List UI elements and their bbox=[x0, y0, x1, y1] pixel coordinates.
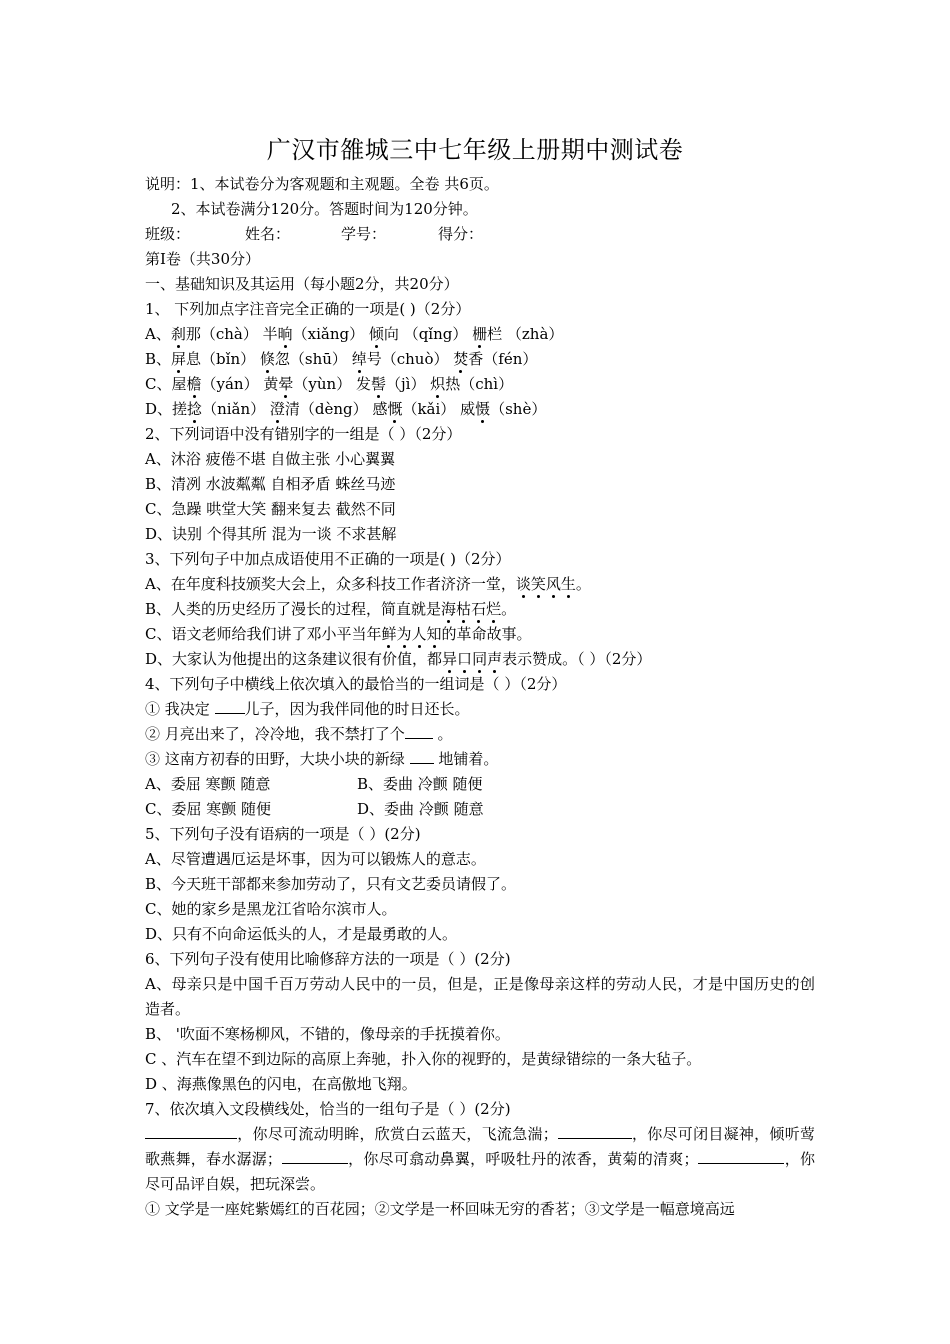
option-text: 香（fén） bbox=[468, 350, 538, 368]
question-3-option-b bbox=[145, 597, 815, 622]
option-text: 清（dèng） bbox=[284, 400, 373, 418]
notes-line-1: 说明：1、本试卷分为客观题和主观题。全卷 共6页。 bbox=[145, 175, 499, 193]
dotted-char: 刹 bbox=[171, 322, 186, 347]
question-2-option-a: A、沐浴 疲倦不堪 自做主张 小心翼翼 bbox=[145, 450, 396, 468]
fill-blank bbox=[145, 1123, 237, 1139]
option-label: B、 bbox=[145, 350, 172, 368]
question-3-option-a bbox=[145, 572, 815, 597]
option-label: D、 bbox=[145, 400, 173, 418]
dotted-char: 倏 bbox=[260, 347, 275, 372]
question-7-options: ① 文学是一座姹紫嫣红的百花园；②文学是一杯回味无穷的香茗；③文学是一幅意境高远 bbox=[145, 1200, 735, 1218]
dotted-char: 檐 bbox=[187, 372, 202, 397]
option-text: B、人类的历史经历了漫长的过程，简直就是 bbox=[145, 600, 442, 618]
dotted-idiom bbox=[442, 650, 502, 668]
option-text: 屋 bbox=[171, 375, 187, 393]
question-5-option-a: A、尽管遭遇厄运是坏事，因为可以锻炼人的意志。 bbox=[145, 850, 486, 868]
dotted-char: 笑 bbox=[531, 572, 546, 597]
dotted-char: 捻 bbox=[187, 397, 202, 422]
dotted-char: 栅 bbox=[472, 322, 487, 347]
option-text: 搓 bbox=[172, 400, 188, 418]
passage-text: ，你尽可流动明眸，欣赏白云蓝天，飞流急湍； bbox=[237, 1125, 558, 1143]
option-d: D、委曲 冷颤 随意 bbox=[357, 800, 484, 818]
dotted-char: 人 bbox=[412, 622, 427, 647]
dotted-char: 炽 bbox=[430, 372, 445, 397]
question-6-option-b: B、 '吹面不寒杨柳风，不错的，像母亲的手抚摸着你。 bbox=[145, 1025, 510, 1043]
question-7-stem: 7、依次填入文段横线处，恰当的一组句子是（ ）(2分) bbox=[145, 1100, 511, 1118]
fill-blank bbox=[405, 723, 433, 739]
student-info-row bbox=[145, 222, 815, 247]
question-4-sentence-2 bbox=[145, 722, 815, 747]
sentence-text: 儿子，因为我伴同他的时日还长。 bbox=[244, 700, 470, 718]
option-text: （yán） bbox=[201, 375, 264, 393]
option-c: C、委屈 寒颤 随便 bbox=[145, 800, 272, 818]
option-text: 的革命故事。 bbox=[441, 625, 532, 643]
option-text: C、语文老师给我们讲了邓小平当年 bbox=[145, 625, 382, 643]
dotted-char: 晌 bbox=[278, 322, 293, 347]
option-text: 发 bbox=[355, 375, 371, 393]
fill-blank bbox=[558, 1123, 632, 1139]
dotted-char: 风 bbox=[546, 572, 561, 597]
passage-text: ，你尽可翕动鼻翼，呼吸牡丹的浓香，黄菊的清爽； bbox=[347, 1150, 699, 1168]
option-text: 威 bbox=[460, 400, 476, 418]
dotted-char: 生 bbox=[561, 572, 576, 597]
score-label: 得分： bbox=[438, 225, 484, 243]
question-6-stem: 6、下列句子没有使用比喻修辞方法的一项是（ ）(2分) bbox=[145, 950, 511, 968]
dotted-char: 髻 bbox=[371, 372, 386, 397]
sentence-text: ① 我决定 bbox=[145, 700, 215, 718]
option-text: （shè） bbox=[490, 400, 547, 418]
fill-blank bbox=[215, 698, 245, 714]
question-4-stem: 4、下列句子中横线上依次填入的最恰当的一组词是（ ）（2分） bbox=[145, 675, 567, 693]
dotted-char: 异 bbox=[442, 647, 457, 672]
option-text: 半 bbox=[262, 325, 278, 343]
question-4-options-row-1 bbox=[145, 772, 815, 797]
question-5-option-c: C、她的家乡是黑龙江省哈尔滨市人。 bbox=[145, 900, 397, 918]
fill-blank bbox=[282, 1148, 348, 1164]
question-3-option-c bbox=[145, 622, 815, 647]
option-text: （xiǎng） bbox=[292, 325, 369, 343]
question-3-stem: 3、下列句子中加点成语使用不正确的一项是( )（2分） bbox=[145, 550, 511, 568]
exam-content bbox=[145, 172, 815, 1222]
dotted-char: 绰 bbox=[352, 347, 367, 372]
question-1-stem: 1、 下列加点字注音完全正确的一项是( )（2分） bbox=[145, 300, 471, 318]
dotted-char: 屏 bbox=[171, 347, 186, 372]
option-text: 感 bbox=[372, 400, 388, 418]
dotted-idiom bbox=[441, 600, 501, 618]
dotted-char: 知 bbox=[427, 622, 442, 647]
dotted-idiom bbox=[381, 625, 441, 643]
dotted-char: 口 bbox=[457, 647, 472, 672]
option-text: A、在年度科技颁奖大会上，众多科技工作者济济一堂， bbox=[145, 575, 516, 593]
sentence-text: ③ 这南方初春的田野，大块小块的新绿 bbox=[145, 750, 410, 768]
name-label: 姓名： bbox=[245, 225, 291, 243]
question-3-option-d bbox=[145, 647, 815, 672]
option-text: 号（chuò） bbox=[366, 350, 454, 368]
dotted-char: 海 bbox=[441, 597, 456, 622]
option-text: （niǎn） bbox=[202, 400, 270, 418]
sentence-text: 。 bbox=[432, 725, 453, 743]
dotted-char: 鲜 bbox=[381, 622, 396, 647]
question-6-option-d: D 、海燕像黑色的闪电，在高傲地飞翔。 bbox=[145, 1075, 417, 1093]
question-1-option-c bbox=[145, 372, 815, 397]
dotted-char: 焚 bbox=[453, 347, 468, 372]
fill-blank bbox=[698, 1148, 784, 1164]
dotted-char: 谈 bbox=[516, 572, 531, 597]
dotted-char: 倾 bbox=[369, 322, 384, 347]
question-5-option-b: B、今天班干部都来参加劳动了，只有文艺委员请假了。 bbox=[145, 875, 517, 893]
question-4-sentence-1 bbox=[145, 697, 815, 722]
passage-text: ，你尽可闭目凝神，倾听莺歌燕舞，春水潺潺； bbox=[145, 1125, 815, 1168]
dotted-char: 石 bbox=[471, 597, 486, 622]
sentence-text: ② 月亮出来了，冷冷地，我不禁打了个 bbox=[145, 725, 405, 743]
option-text: 。 bbox=[501, 600, 517, 618]
option-text: （yùn） bbox=[293, 375, 356, 393]
option-text: （kǎi） bbox=[402, 400, 461, 418]
option-label: A、 bbox=[145, 325, 171, 343]
question-5-stem: 5、下列句子没有语病的一项是（ ）(2分) bbox=[145, 825, 421, 843]
question-4-sentence-3 bbox=[145, 747, 815, 772]
question-2-option-d: D、诀别 个得其所 混为一谈 不求甚解 bbox=[145, 525, 397, 543]
dotted-char: 声 bbox=[487, 647, 502, 672]
option-text: 黄 bbox=[263, 375, 279, 393]
option-b: B、委曲 冷颤 随便 bbox=[357, 775, 483, 793]
dotted-idiom bbox=[516, 575, 576, 593]
option-text: 那（chà） bbox=[185, 325, 263, 343]
option-label: C、 bbox=[145, 375, 172, 393]
sentence-text: 地铺着。 bbox=[433, 750, 499, 768]
option-text: D、大家认为他提出的这条建议很有价值，都 bbox=[145, 650, 443, 668]
fill-blank bbox=[410, 748, 434, 764]
option-a: A、委屈 寒颤 随意 bbox=[145, 775, 271, 793]
question-6-option-c: C 、汽车在望不到边际的高原上奔驰，扑入你的视野的，是黄绿错综的一条大毡子。 bbox=[145, 1050, 702, 1068]
question-2-option-b: B、清冽 水波粼粼 自相矛盾 蛛丝马迹 bbox=[145, 475, 396, 493]
dotted-char: 同 bbox=[472, 647, 487, 672]
question-7-passage bbox=[145, 1122, 815, 1197]
question-1-option-a bbox=[145, 322, 815, 347]
question-1-option-b bbox=[145, 347, 815, 372]
dotted-char: 晕 bbox=[278, 372, 293, 397]
option-text: 热（chì） bbox=[445, 375, 514, 393]
dotted-char: 慨 bbox=[387, 397, 402, 422]
option-text: 。 bbox=[575, 575, 591, 593]
class-label: 班级： bbox=[145, 225, 191, 243]
dotted-char: 慑 bbox=[475, 397, 490, 422]
page-title: 广汉市雒城三中七年级上册期中测试卷 bbox=[266, 136, 684, 164]
option-text: 栏 （zhà） bbox=[487, 325, 564, 343]
question-6-option-a: A、母亲只是中国千百万劳动人民中的一员，但是，正是像母亲这样的劳动人民，才是中国历史的创造者。 bbox=[145, 975, 815, 1018]
option-text: 向 （qǐng） bbox=[383, 325, 473, 343]
question-5-option-d: D、只有不向命运低头的人，才是最勇敢的人。 bbox=[145, 925, 458, 943]
notes-line-2: 2、本试卷满分120分。答题时间为120分钟。 bbox=[171, 200, 478, 218]
option-text: 息（bǐn） bbox=[186, 350, 260, 368]
section-heading: 第Ⅰ卷（共30分） bbox=[145, 250, 261, 268]
option-text: 表示赞成。（ ）（2分） bbox=[502, 650, 652, 668]
question-2-option-c: C、急躁 哄堂大笑 翻来复去 截然不同 bbox=[145, 500, 396, 518]
question-2-stem: 2、下列词语中没有错别字的一组是（ ）（2分） bbox=[145, 425, 462, 443]
dotted-char: 为 bbox=[397, 622, 412, 647]
student-number-label: 学号： bbox=[341, 225, 387, 243]
question-1-option-d bbox=[145, 397, 815, 422]
passage-text: ，你尽可品评自娱，把玩深尝。 bbox=[145, 1150, 815, 1193]
part-heading: 一、基础知识及其运用（每小题2分，共20分） bbox=[145, 275, 459, 293]
option-text: 忽（shū） bbox=[274, 350, 352, 368]
dotted-char: 澄 bbox=[270, 397, 285, 422]
option-text: （jì） bbox=[386, 375, 431, 393]
dotted-char: 烂 bbox=[486, 597, 501, 622]
dotted-char: 枯 bbox=[456, 597, 471, 622]
question-4-options-row-2 bbox=[145, 797, 815, 822]
